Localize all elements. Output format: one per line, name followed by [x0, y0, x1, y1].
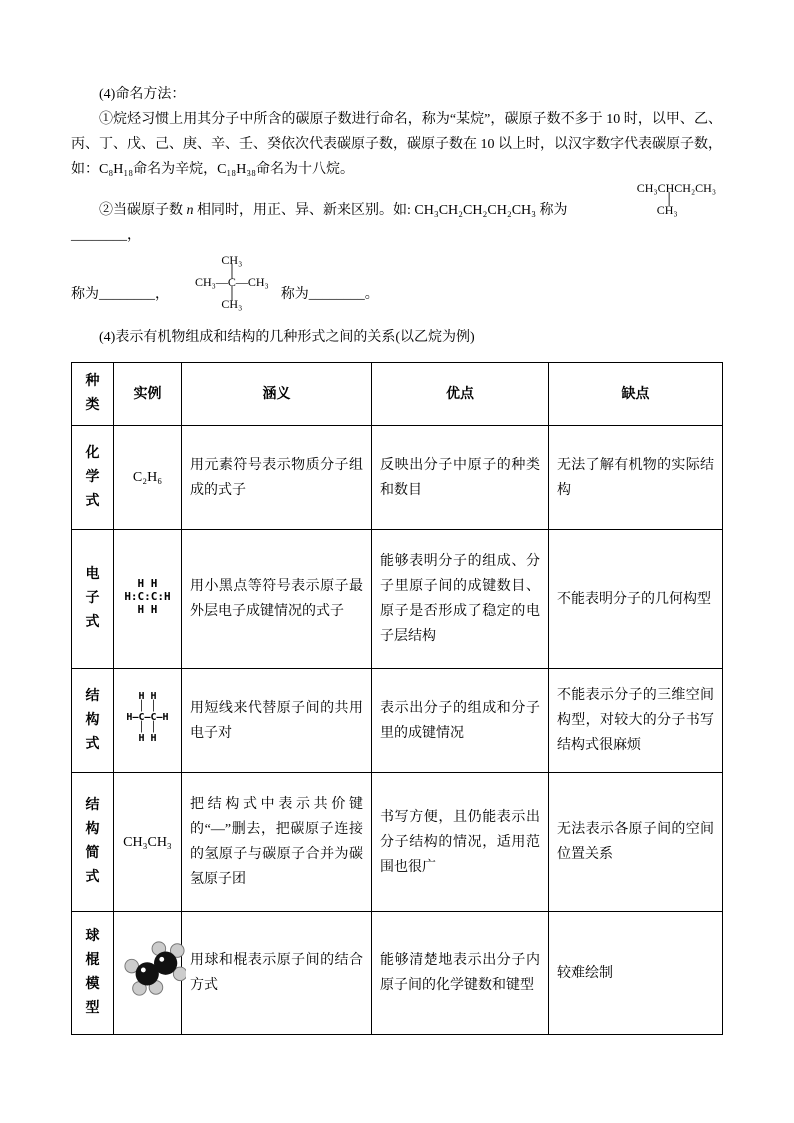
neo-bottom-ch3: CH₃: [221, 297, 243, 311]
structural-formula: [126, 692, 168, 745]
cell-cons: 较难绘制: [549, 912, 723, 1035]
rule2-comma: ，: [127, 228, 141, 243]
cell-example: C₂H₆: [114, 426, 182, 530]
cell-type: [72, 669, 114, 773]
table-row-ball-stick-model: [72, 912, 723, 1035]
cell-meaning: 用球和棍表示原子间的结合方式: [182, 912, 372, 1035]
isopentane-structure: [637, 182, 716, 217]
type-label: 结构简式: [85, 798, 100, 885]
naming-heading: (4)命名方法：: [99, 87, 186, 102]
called-label-2: 称为: [280, 287, 309, 302]
naming-rule-2: [71, 181, 722, 248]
fill-blank-3: ________: [308, 287, 365, 302]
representation-comparison-table: [71, 362, 723, 1035]
table-row-chemical-formula: [72, 426, 723, 530]
neo-middle-row: CH₃—C—CH₃: [195, 275, 269, 289]
fill-blank-2: ________: [99, 287, 155, 302]
rule2-variable-n: n: [186, 203, 194, 218]
neopentane-structure: [195, 254, 269, 311]
structural-formula-line: │ │: [126, 701, 157, 712]
iso-formula-top: CH₃CHCH₂CH₃: [636, 181, 716, 195]
ball-stick-model-icon: [122, 940, 186, 998]
iso-branch-ch3: CH₃: [656, 203, 678, 217]
structural-formula-line: H—C—C—H: [126, 711, 169, 723]
cell-example: [114, 530, 182, 669]
cell-pros: 能够清楚地表示出分子内原子间的化学键数和键型: [372, 912, 549, 1035]
structural-formula-line: │ │: [126, 722, 157, 733]
table-row-structural-formula: [72, 669, 723, 773]
cell-meaning: 用小黑点等符号表示原子最外层电子成键情况的式子: [182, 530, 372, 669]
type-label: 化学式: [85, 445, 100, 509]
neo-bond-top: │: [227, 264, 237, 278]
header-pros: 优点: [372, 363, 549, 426]
cell-pros: 书写方便，且仍能表示出分子结构的情况，适用范围也很广: [372, 773, 549, 912]
naming-rule-2-continued: [71, 254, 722, 311]
electron-formula-line: H H: [124, 602, 158, 616]
cell-cons: 不能表明分子的几何构型: [549, 530, 723, 669]
rule2-text-prefix: ②当碳原子数: [99, 203, 187, 218]
comma-2: ，: [155, 287, 169, 302]
cell-cons: 无法了解有机物的实际结构: [549, 426, 723, 530]
cell-meaning: 用元素符号表示物质分子组成的式子: [182, 426, 372, 530]
rule2-text-mid: 相同时，用正、异、新来区别。如: CH₃CH₂CH₂CH₂CH₃ 称为: [193, 203, 568, 218]
cell-example: [114, 912, 182, 1035]
cell-type: [72, 426, 114, 530]
cell-cons: 无法表示各原子间的空间位置关系: [549, 773, 723, 912]
cell-type: [72, 773, 114, 912]
cell-type: [72, 530, 114, 669]
header-meaning: 涵义: [182, 363, 372, 426]
cell-example: [114, 669, 182, 773]
called-label-1: 称为: [71, 287, 99, 302]
document-content: [71, 82, 722, 1035]
header-type: [72, 363, 114, 426]
cell-example: CH₃CH₃: [114, 773, 182, 912]
type-label: 球棍模型: [85, 929, 100, 1016]
structural-formula-line: H H: [126, 732, 157, 744]
table-header-row: [72, 363, 723, 426]
naming-rule-1: ①烷烃习惯上用其分子中所含的碳原子数进行命名，称为“某烷”，碳原子数不多于 10 时，以甲、乙、丙、丁、戊、己、庚、辛、壬、癸依次代表碳原子数，碳原子数在 10 以上时，以汉字数字代表碳原子数，如：C₈H₁₈命名为辛烷，C₁₈H₃₈命名为十八烷。: [71, 112, 722, 177]
electron-dot-formula: [124, 577, 170, 616]
iso-bond-line: │: [664, 192, 674, 206]
cell-meaning: 把结构式中表示共价键的“—”删去，把碳原子连接的氢原子与碳原子合并为碳氢原子团: [182, 773, 372, 912]
cell-pros: 反映出分子中原子的种类和数目: [372, 426, 549, 530]
cell-pros: 能够表明分子的组成、分子里原子间的成键数目、原子是否形成了稳定的电子层结构: [372, 530, 549, 669]
table-row-condensed-formula: [72, 773, 723, 912]
electron-formula-line: H:C:C:H: [124, 589, 171, 603]
neo-top-ch3: CH₃: [221, 253, 243, 267]
cell-cons: 不能表示分子的三维空间构型，对较大的分子书写结构式很麻烦: [549, 669, 723, 773]
cell-meaning: 用短线来代替原子间的共用电子对: [182, 669, 372, 773]
period: 。: [364, 287, 379, 302]
fill-blank-1: ________: [71, 228, 127, 243]
cell-pros: 表示出分子的组成和分子里的成键情况: [372, 669, 549, 773]
header-example: 实例: [114, 363, 182, 426]
header-type-label: 种类: [85, 374, 100, 413]
table-row-electron-formula: [72, 530, 723, 669]
header-cons: 缺点: [549, 363, 723, 426]
electron-formula-line: H H: [124, 576, 158, 590]
cell-type: [72, 912, 114, 1035]
section2-heading: (4)表示有机物组成和结构的几种形式之间的关系(以乙烷为例): [99, 330, 475, 345]
type-label: 电子式: [85, 567, 100, 630]
type-label: 结构式: [85, 688, 100, 752]
neo-bond-bottom: │: [227, 286, 237, 300]
structural-formula-line: H H: [126, 690, 157, 702]
